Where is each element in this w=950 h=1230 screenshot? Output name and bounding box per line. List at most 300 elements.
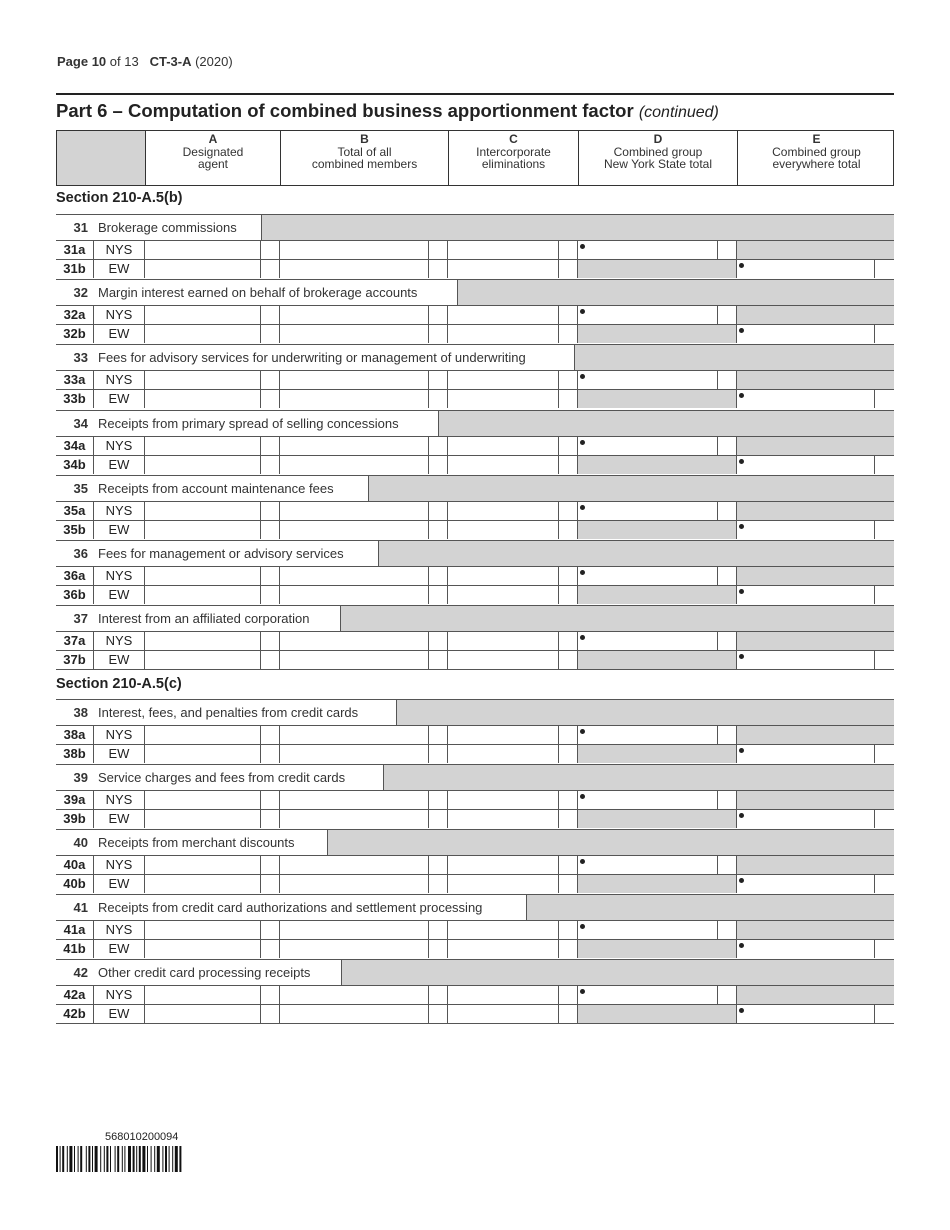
column-a-cents[interactable] (261, 651, 280, 669)
column-a-input[interactable] (145, 502, 261, 520)
column-c-input[interactable] (448, 791, 559, 809)
column-a-input[interactable] (145, 810, 261, 828)
barcode-bar (172, 1146, 173, 1172)
line-description (56, 285, 417, 300)
column-d-input[interactable] (578, 856, 718, 874)
column-e-input[interactable] (737, 456, 875, 474)
line-type: NYS (94, 986, 145, 1004)
column-e-input[interactable] (737, 260, 875, 278)
column-c-input[interactable] (448, 437, 559, 455)
table-row (56, 650, 894, 670)
line-type: NYS (94, 791, 145, 809)
column-b-cents[interactable] (429, 651, 448, 669)
column-c-input[interactable] (448, 856, 559, 874)
column-b-input[interactable] (280, 986, 429, 1004)
barcode-bar (128, 1146, 131, 1172)
barcode-bar (122, 1146, 123, 1172)
line-text: Receipts from merchant discounts (98, 835, 295, 850)
column-b-cents[interactable] (429, 390, 448, 408)
column-d-cents[interactable] (718, 791, 737, 809)
barcode-number: 568010200094 (105, 1131, 179, 1143)
column-d-input[interactable] (578, 632, 718, 650)
column-c-cents[interactable] (559, 940, 578, 958)
entry-bullet-icon (739, 589, 744, 594)
column-header-blank (57, 131, 146, 185)
column-e-shaded (737, 986, 894, 1004)
column-e-cents[interactable] (875, 390, 894, 408)
column-b-input[interactable] (280, 586, 429, 604)
column-c-input[interactable] (448, 306, 559, 324)
shaded-area (574, 345, 894, 370)
line-label: 42a (56, 986, 94, 1004)
line-type: NYS (94, 567, 145, 585)
column-b-input[interactable] (280, 632, 429, 650)
column-letter: C (509, 132, 518, 146)
column-a-input[interactable] (145, 940, 261, 958)
column-b-cents[interactable] (429, 325, 448, 343)
barcode-bar (92, 1146, 93, 1172)
column-a-input[interactable] (145, 875, 261, 893)
column-line2: New York State total (603, 157, 713, 171)
column-e-input[interactable] (737, 586, 875, 604)
barcode-bar (56, 1146, 58, 1172)
column-a-cents[interactable] (261, 921, 280, 939)
column-a-cents[interactable] (261, 1005, 280, 1023)
column-b-input[interactable] (280, 875, 429, 893)
column-b-input[interactable] (280, 260, 429, 278)
column-a-input[interactable] (145, 241, 261, 259)
column-c-input[interactable] (448, 810, 559, 828)
column-e-shaded (737, 791, 894, 809)
column-header-d (579, 131, 738, 185)
column-c-cents[interactable] (559, 502, 578, 520)
line-text: Margin interest earned on behalf of brokerage accounts (98, 285, 418, 300)
column-d-cents[interactable] (718, 502, 737, 520)
table-row (56, 436, 894, 455)
entry-bullet-icon (580, 989, 585, 994)
column-c-input[interactable] (448, 632, 559, 650)
line-text: Service charges and fees from credit cards (98, 770, 346, 785)
column-d-input[interactable] (578, 241, 718, 259)
entry-bullet-icon (739, 263, 744, 268)
column-b-input[interactable] (280, 810, 429, 828)
column-e-cents[interactable] (875, 1005, 894, 1023)
column-c-cents[interactable] (559, 875, 578, 893)
column-header-b (281, 131, 449, 185)
line-description-row (56, 764, 894, 790)
column-c-input[interactable] (448, 241, 559, 259)
column-e-cents[interactable] (875, 456, 894, 474)
column-d-shaded (578, 875, 737, 893)
column-c-input[interactable] (448, 586, 559, 604)
column-b-input[interactable] (280, 856, 429, 874)
column-b-cents[interactable] (429, 1005, 448, 1023)
column-b-input[interactable] (280, 1005, 429, 1023)
column-c-cents[interactable] (559, 745, 578, 763)
column-b-input[interactable] (280, 456, 429, 474)
column-b-input[interactable] (280, 745, 429, 763)
column-c-cents[interactable] (559, 856, 578, 874)
line-number: 35 (73, 481, 88, 496)
column-e-input[interactable] (737, 521, 875, 539)
column-d-cents[interactable] (718, 567, 737, 585)
column-e-cents[interactable] (875, 260, 894, 278)
line-type: EW (94, 586, 145, 604)
column-b-cents[interactable] (429, 940, 448, 958)
table-row (56, 240, 894, 259)
column-c-input[interactable] (448, 940, 559, 958)
column-c-cents[interactable] (559, 325, 578, 343)
entry-bullet-icon (739, 393, 744, 398)
column-b-cents[interactable] (429, 921, 448, 939)
column-c-cents[interactable] (559, 651, 578, 669)
column-a-cents[interactable] (261, 940, 280, 958)
line-type: EW (94, 390, 145, 408)
line-description (56, 705, 358, 720)
column-header-a (146, 131, 281, 185)
column-c-cents[interactable] (559, 390, 578, 408)
line-type: EW (94, 260, 145, 278)
line-text: Brokerage commissions (98, 220, 237, 235)
barcode-bar (151, 1146, 152, 1172)
line-type: NYS (94, 306, 145, 324)
column-b-cents[interactable] (429, 437, 448, 455)
line-type: NYS (94, 856, 145, 874)
column-a-input[interactable] (145, 586, 261, 604)
column-e-cents[interactable] (875, 325, 894, 343)
column-a-cents[interactable] (261, 390, 280, 408)
part-title-text: Part 6 – Computation of combined business apportionment factor (56, 100, 634, 121)
column-a-input[interactable] (145, 306, 261, 324)
column-d-input[interactable] (578, 437, 718, 455)
column-a-input[interactable] (145, 986, 261, 1004)
column-e-input[interactable] (737, 325, 875, 343)
column-c-cents[interactable] (559, 791, 578, 809)
column-c-input[interactable] (448, 1005, 559, 1023)
line-description-row (56, 894, 894, 920)
column-a-input[interactable] (145, 371, 261, 389)
column-b-cents[interactable] (429, 810, 448, 828)
line-number: 33 (73, 350, 88, 365)
column-a-cents[interactable] (261, 371, 280, 389)
column-a-cents[interactable] (261, 875, 280, 893)
barcode-bar (165, 1146, 167, 1172)
column-c-input[interactable] (448, 651, 559, 669)
column-a-cents[interactable] (261, 586, 280, 604)
column-d-cents[interactable] (718, 856, 737, 874)
column-e-cents[interactable] (875, 745, 894, 763)
column-e-input[interactable] (737, 390, 875, 408)
shaded-area (368, 476, 894, 501)
column-a-input[interactable] (145, 260, 261, 278)
page-header (57, 54, 233, 69)
column-d-input[interactable] (578, 371, 718, 389)
table-row (56, 744, 894, 763)
barcode-bar (74, 1146, 75, 1172)
line-label: 37a (56, 632, 94, 650)
barcode-bar (117, 1146, 119, 1172)
column-c-input[interactable] (448, 260, 559, 278)
line-description (56, 546, 344, 561)
column-letter: A (208, 132, 218, 146)
column-b-input[interactable] (280, 502, 429, 520)
column-a-cents[interactable] (261, 632, 280, 650)
column-a-cents[interactable] (261, 810, 280, 828)
column-d-cents[interactable] (718, 632, 737, 650)
column-c-input[interactable] (448, 371, 559, 389)
table-row (56, 855, 894, 874)
column-e-cents[interactable] (875, 651, 894, 669)
column-c-input[interactable] (448, 456, 559, 474)
column-b-cents[interactable] (429, 745, 448, 763)
column-b-input[interactable] (280, 791, 429, 809)
column-d-shaded (578, 586, 737, 604)
barcode-bar (175, 1146, 178, 1172)
column-e-input[interactable] (737, 651, 875, 669)
column-c-input[interactable] (448, 390, 559, 408)
column-a-input[interactable] (145, 745, 261, 763)
column-c-cents[interactable] (559, 726, 578, 744)
column-a-cents[interactable] (261, 726, 280, 744)
column-c-input[interactable] (448, 921, 559, 939)
column-c-cents[interactable] (559, 456, 578, 474)
column-a-cents[interactable] (261, 986, 280, 1004)
barcode-bar (154, 1146, 155, 1172)
column-d-input[interactable] (578, 567, 718, 585)
line-label: 40a (56, 856, 94, 874)
column-c-cents[interactable] (559, 986, 578, 1004)
barcode-bar (115, 1146, 116, 1172)
column-c-cents[interactable] (559, 1005, 578, 1023)
column-line2: combined members (311, 157, 418, 171)
column-a-cents[interactable] (261, 437, 280, 455)
column-c-input[interactable] (448, 986, 559, 1004)
column-a-input[interactable] (145, 567, 261, 585)
line-number: 41 (73, 900, 88, 915)
line-description (56, 481, 334, 496)
column-b-input[interactable] (280, 651, 429, 669)
column-b-input[interactable] (280, 521, 429, 539)
column-e-cents[interactable] (875, 810, 894, 828)
barcode (56, 1146, 239, 1172)
column-a-cents[interactable] (261, 241, 280, 259)
line-label: 41a (56, 921, 94, 939)
column-a-cents[interactable] (261, 306, 280, 324)
column-c-cents[interactable] (559, 437, 578, 455)
column-b-input[interactable] (280, 241, 429, 259)
column-d-input[interactable] (578, 502, 718, 520)
column-c-cents[interactable] (559, 521, 578, 539)
column-line1: Designated (182, 144, 244, 159)
barcode-bar (110, 1146, 111, 1172)
column-a-input[interactable] (145, 521, 261, 539)
entry-bullet-icon (739, 1008, 744, 1013)
column-c-input[interactable] (448, 521, 559, 539)
column-e-input[interactable] (737, 940, 875, 958)
line-label: 31a (56, 241, 94, 259)
column-c-cents[interactable] (559, 586, 578, 604)
shaded-area (261, 215, 894, 240)
line-text: Receipts from account maintenance fees (98, 481, 334, 496)
column-e-input[interactable] (737, 1005, 875, 1023)
column-line2: agent (197, 157, 229, 171)
column-e-cents[interactable] (875, 586, 894, 604)
entry-bullet-icon (580, 635, 585, 640)
column-b-cents[interactable] (429, 260, 448, 278)
column-b-cents[interactable] (429, 241, 448, 259)
column-d-input[interactable] (578, 726, 718, 744)
table-row (56, 874, 894, 893)
column-a-cents[interactable] (261, 791, 280, 809)
barcode-bar (133, 1146, 135, 1172)
column-a-input[interactable] (145, 437, 261, 455)
column-c-cents[interactable] (559, 921, 578, 939)
barcode-bar (162, 1146, 163, 1172)
column-b-cents[interactable] (429, 875, 448, 893)
column-c-cents[interactable] (559, 306, 578, 324)
table-row (56, 1004, 894, 1024)
column-d-shaded (578, 651, 737, 669)
column-b-cents[interactable] (429, 586, 448, 604)
table-row (56, 939, 894, 958)
column-letter: E (812, 132, 821, 146)
column-d-input[interactable] (578, 791, 718, 809)
column-a-input[interactable] (145, 651, 261, 669)
column-b-input[interactable] (280, 726, 429, 744)
column-d-cents[interactable] (718, 371, 737, 389)
column-b-cents[interactable] (429, 306, 448, 324)
entry-bullet-icon (580, 924, 585, 929)
column-e-cents[interactable] (875, 940, 894, 958)
column-c-input[interactable] (448, 745, 559, 763)
column-b-cents[interactable] (429, 502, 448, 520)
column-a-input[interactable] (145, 921, 261, 939)
column-a-cents[interactable] (261, 745, 280, 763)
column-b-input[interactable] (280, 940, 429, 958)
column-a-input[interactable] (145, 1005, 261, 1023)
column-header-c (449, 131, 579, 185)
column-a-cents[interactable] (261, 260, 280, 278)
column-a-cents[interactable] (261, 521, 280, 539)
barcode-bar (78, 1146, 79, 1172)
column-e-cents[interactable] (875, 875, 894, 893)
column-a-input[interactable] (145, 856, 261, 874)
column-c-cents[interactable] (559, 371, 578, 389)
column-a-cents[interactable] (261, 325, 280, 343)
column-letter: B (360, 132, 369, 146)
column-e-cents[interactable] (875, 521, 894, 539)
column-b-input[interactable] (280, 390, 429, 408)
line-number: 38 (73, 705, 88, 720)
column-c-input[interactable] (448, 567, 559, 585)
column-b-cents[interactable] (429, 456, 448, 474)
column-b-cents[interactable] (429, 371, 448, 389)
line-type: EW (94, 940, 145, 958)
column-b-input[interactable] (280, 921, 429, 939)
barcode-bar (80, 1146, 82, 1172)
column-d-cents[interactable] (718, 306, 737, 324)
column-a-input[interactable] (145, 390, 261, 408)
column-e-input[interactable] (737, 745, 875, 763)
column-a-input[interactable] (145, 632, 261, 650)
column-d-cents[interactable] (718, 437, 737, 455)
line-description (56, 350, 526, 365)
line-description (56, 416, 399, 431)
column-c-cents[interactable] (559, 810, 578, 828)
column-c-cents[interactable] (559, 632, 578, 650)
line-description (56, 965, 310, 980)
column-b-cents[interactable] (429, 567, 448, 585)
entry-bullet-icon (580, 374, 585, 379)
column-a-input[interactable] (145, 456, 261, 474)
column-b-cents[interactable] (429, 521, 448, 539)
column-b-cents[interactable] (429, 856, 448, 874)
column-d-input[interactable] (578, 306, 718, 324)
column-e-input[interactable] (737, 810, 875, 828)
column-d-input[interactable] (578, 921, 718, 939)
line-text: Receipts from primary spread of selling concessions (98, 416, 399, 431)
column-c-input[interactable] (448, 502, 559, 520)
column-c-cents[interactable] (559, 260, 578, 278)
line-type: EW (94, 745, 145, 763)
line-type: EW (94, 1005, 145, 1023)
column-b-input[interactable] (280, 437, 429, 455)
barcode-bar (60, 1146, 61, 1172)
column-b-cents[interactable] (429, 986, 448, 1004)
column-a-cents[interactable] (261, 502, 280, 520)
column-c-input[interactable] (448, 325, 559, 343)
column-a-input[interactable] (145, 325, 261, 343)
line-description-row (56, 605, 894, 631)
column-b-cents[interactable] (429, 726, 448, 744)
line-description-row (56, 410, 894, 436)
column-a-cents[interactable] (261, 456, 280, 474)
line-label: 31b (56, 260, 94, 278)
line-description-row (56, 959, 894, 985)
column-b-input[interactable] (280, 325, 429, 343)
column-a-cents[interactable] (261, 567, 280, 585)
column-c-input[interactable] (448, 726, 559, 744)
line-label: 42b (56, 1005, 94, 1023)
column-e-input[interactable] (737, 875, 875, 893)
line-text: Other credit card processing receipts (98, 965, 311, 980)
column-b-input[interactable] (280, 371, 429, 389)
column-header (56, 130, 894, 186)
column-d-input[interactable] (578, 986, 718, 1004)
column-a-cents[interactable] (261, 856, 280, 874)
line-label: 33a (56, 371, 94, 389)
column-c-cents[interactable] (559, 567, 578, 585)
column-b-input[interactable] (280, 567, 429, 585)
column-d-cents[interactable] (718, 921, 737, 939)
column-b-input[interactable] (280, 306, 429, 324)
column-d-cents[interactable] (718, 986, 737, 1004)
column-d-cents[interactable] (718, 241, 737, 259)
line-number: 40 (73, 835, 88, 850)
column-a-input[interactable] (145, 726, 261, 744)
column-a-input[interactable] (145, 791, 261, 809)
table-row (56, 501, 894, 520)
column-b-cents[interactable] (429, 791, 448, 809)
column-c-cents[interactable] (559, 241, 578, 259)
table-row (56, 389, 894, 408)
shaded-area (396, 700, 894, 725)
column-e-shaded (737, 921, 894, 939)
column-c-input[interactable] (448, 875, 559, 893)
column-b-cents[interactable] (429, 632, 448, 650)
line-label: 36a (56, 567, 94, 585)
column-d-cents[interactable] (718, 726, 737, 744)
